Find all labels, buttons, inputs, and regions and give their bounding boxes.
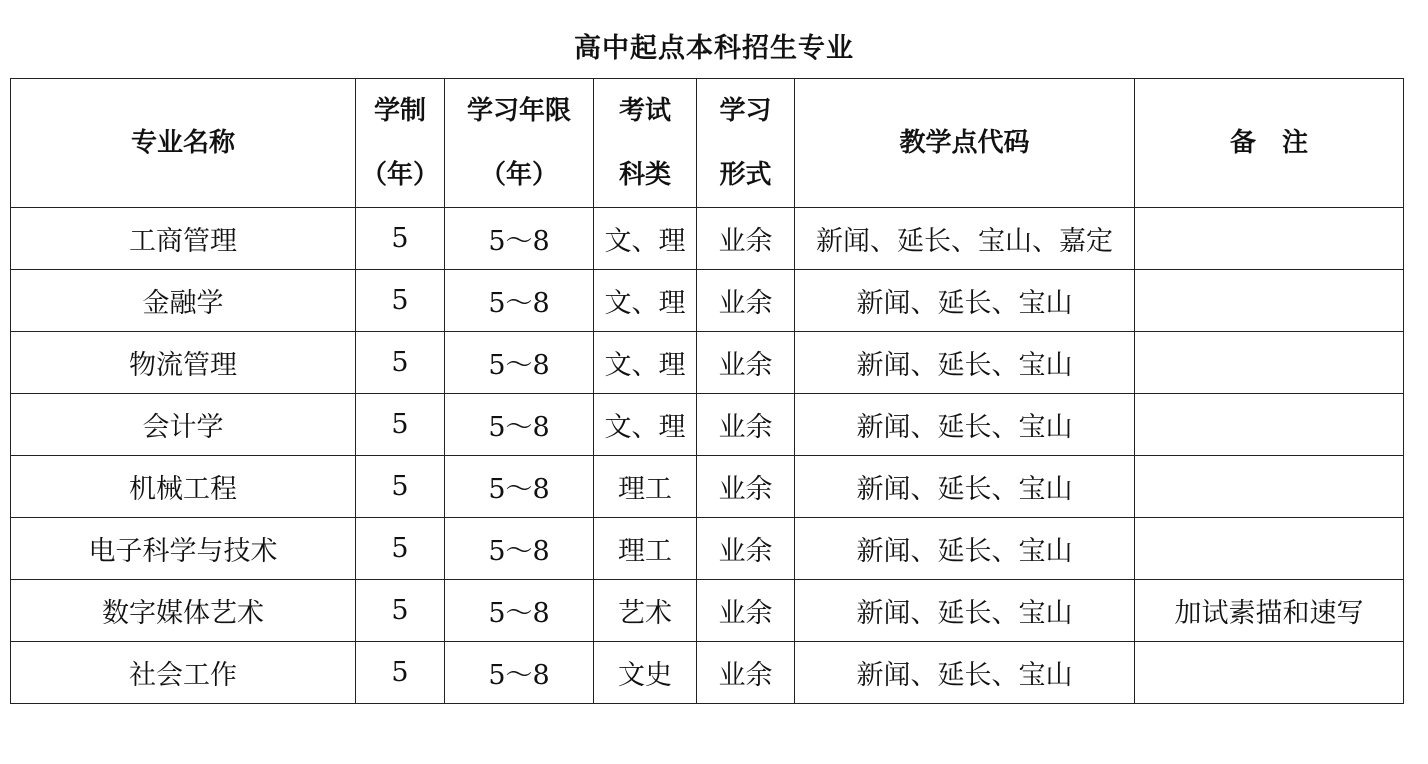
exam-category-cell: 理工 [594,456,697,518]
duration-cell: 5 [356,332,445,394]
header-site-code [795,79,1135,208]
header-label: 学习 [719,96,772,126]
exam-category-cell: 文、理 [594,208,697,270]
exam-category-cell: 文、理 [594,270,697,332]
duration-cell: 5 [356,642,445,704]
header-label: 学制 [373,96,426,126]
header-major-name [11,79,356,208]
table-body [11,208,1404,704]
study-years-cell: 5～8 [445,394,594,456]
header-label: 学习年限 [466,96,571,126]
exam-category-cell: 理工 [594,518,697,580]
remarks-cell [1135,208,1404,270]
duration-cell: 5 [356,270,445,332]
table-row [11,270,1404,332]
remarks-cell [1135,270,1404,332]
study-years-cell: 5～8 [445,580,594,642]
header-exam-category [594,79,697,208]
major-name-cell: 社会工作 [11,642,356,704]
exam-category-cell: 文史 [594,642,697,704]
major-name-cell: 会计学 [11,394,356,456]
table-header [11,79,1404,208]
table-row [11,456,1404,518]
header-label: 专业名称 [130,128,235,158]
major-name-cell: 数字媒体艺术 [11,580,356,642]
major-name-cell: 金融学 [11,270,356,332]
table-row [11,208,1404,270]
study-years-cell: 5～8 [445,518,594,580]
header-label: 教学点代码 [899,128,1030,158]
page-title: 高中起点本科招生专业 [574,33,854,64]
site-code-cell: 新闻、延长、宝山 [795,394,1135,456]
remarks-cell [1135,394,1404,456]
study-mode-cell: 业余 [697,332,795,394]
site-code-cell: 新闻、延长、宝山 [795,518,1135,580]
major-name-cell: 物流管理 [11,332,356,394]
study-years-cell: 5～8 [445,642,594,704]
site-code-cell: 新闻、延长、宝山 [795,332,1135,394]
site-code-cell: 新闻、延长、宝山 [795,642,1135,704]
remarks-cell [1135,518,1404,580]
study-mode-cell: 业余 [697,580,795,642]
remarks-cell [1135,642,1404,704]
majors-table [10,78,1404,704]
duration-cell: 5 [356,208,445,270]
table-row [11,332,1404,394]
exam-category-cell: 文、理 [594,394,697,456]
header-label: 科类 [618,160,671,190]
study-years-cell: 5～8 [445,270,594,332]
header-study-mode [697,79,795,208]
table-row [11,642,1404,704]
major-name-cell: 机械工程 [11,456,356,518]
site-code-cell: 新闻、延长、宝山 [795,580,1135,642]
study-mode-cell: 业余 [697,518,795,580]
exam-category-cell: 文、理 [594,332,697,394]
header-row [11,79,1404,208]
duration-cell: 5 [356,580,445,642]
header-label: 备 注 [1229,128,1308,158]
remarks-cell [1135,456,1404,518]
duration-cell: 5 [356,456,445,518]
major-name-cell: 工商管理 [11,208,356,270]
study-mode-cell: 业余 [697,270,795,332]
table-row [11,518,1404,580]
header-label: 考试 [618,96,671,126]
study-mode-cell: 业余 [697,394,795,456]
remarks-cell: 加试素描和速写 [1135,580,1404,642]
header-study-years [445,79,594,208]
site-code-cell: 新闻、延长、宝山、嘉定 [795,208,1135,270]
study-years-cell: 5～8 [445,332,594,394]
header-label: 形式 [719,160,772,190]
remarks-cell [1135,332,1404,394]
table-row [11,394,1404,456]
exam-category-cell: 艺术 [594,580,697,642]
header-remarks [1135,79,1404,208]
duration-cell: 5 [356,518,445,580]
study-mode-cell: 业余 [697,456,795,518]
study-mode-cell: 业余 [697,208,795,270]
site-code-cell: 新闻、延长、宝山 [795,456,1135,518]
header-duration [356,79,445,208]
table-row [11,580,1404,642]
header-label: （年） [479,160,558,190]
header-label: （年） [360,160,439,190]
study-mode-cell: 业余 [697,642,795,704]
site-code-cell: 新闻、延长、宝山 [795,270,1135,332]
study-years-cell: 5～8 [445,456,594,518]
duration-cell: 5 [356,394,445,456]
study-years-cell: 5～8 [445,208,594,270]
major-name-cell: 电子科学与技术 [11,518,356,580]
